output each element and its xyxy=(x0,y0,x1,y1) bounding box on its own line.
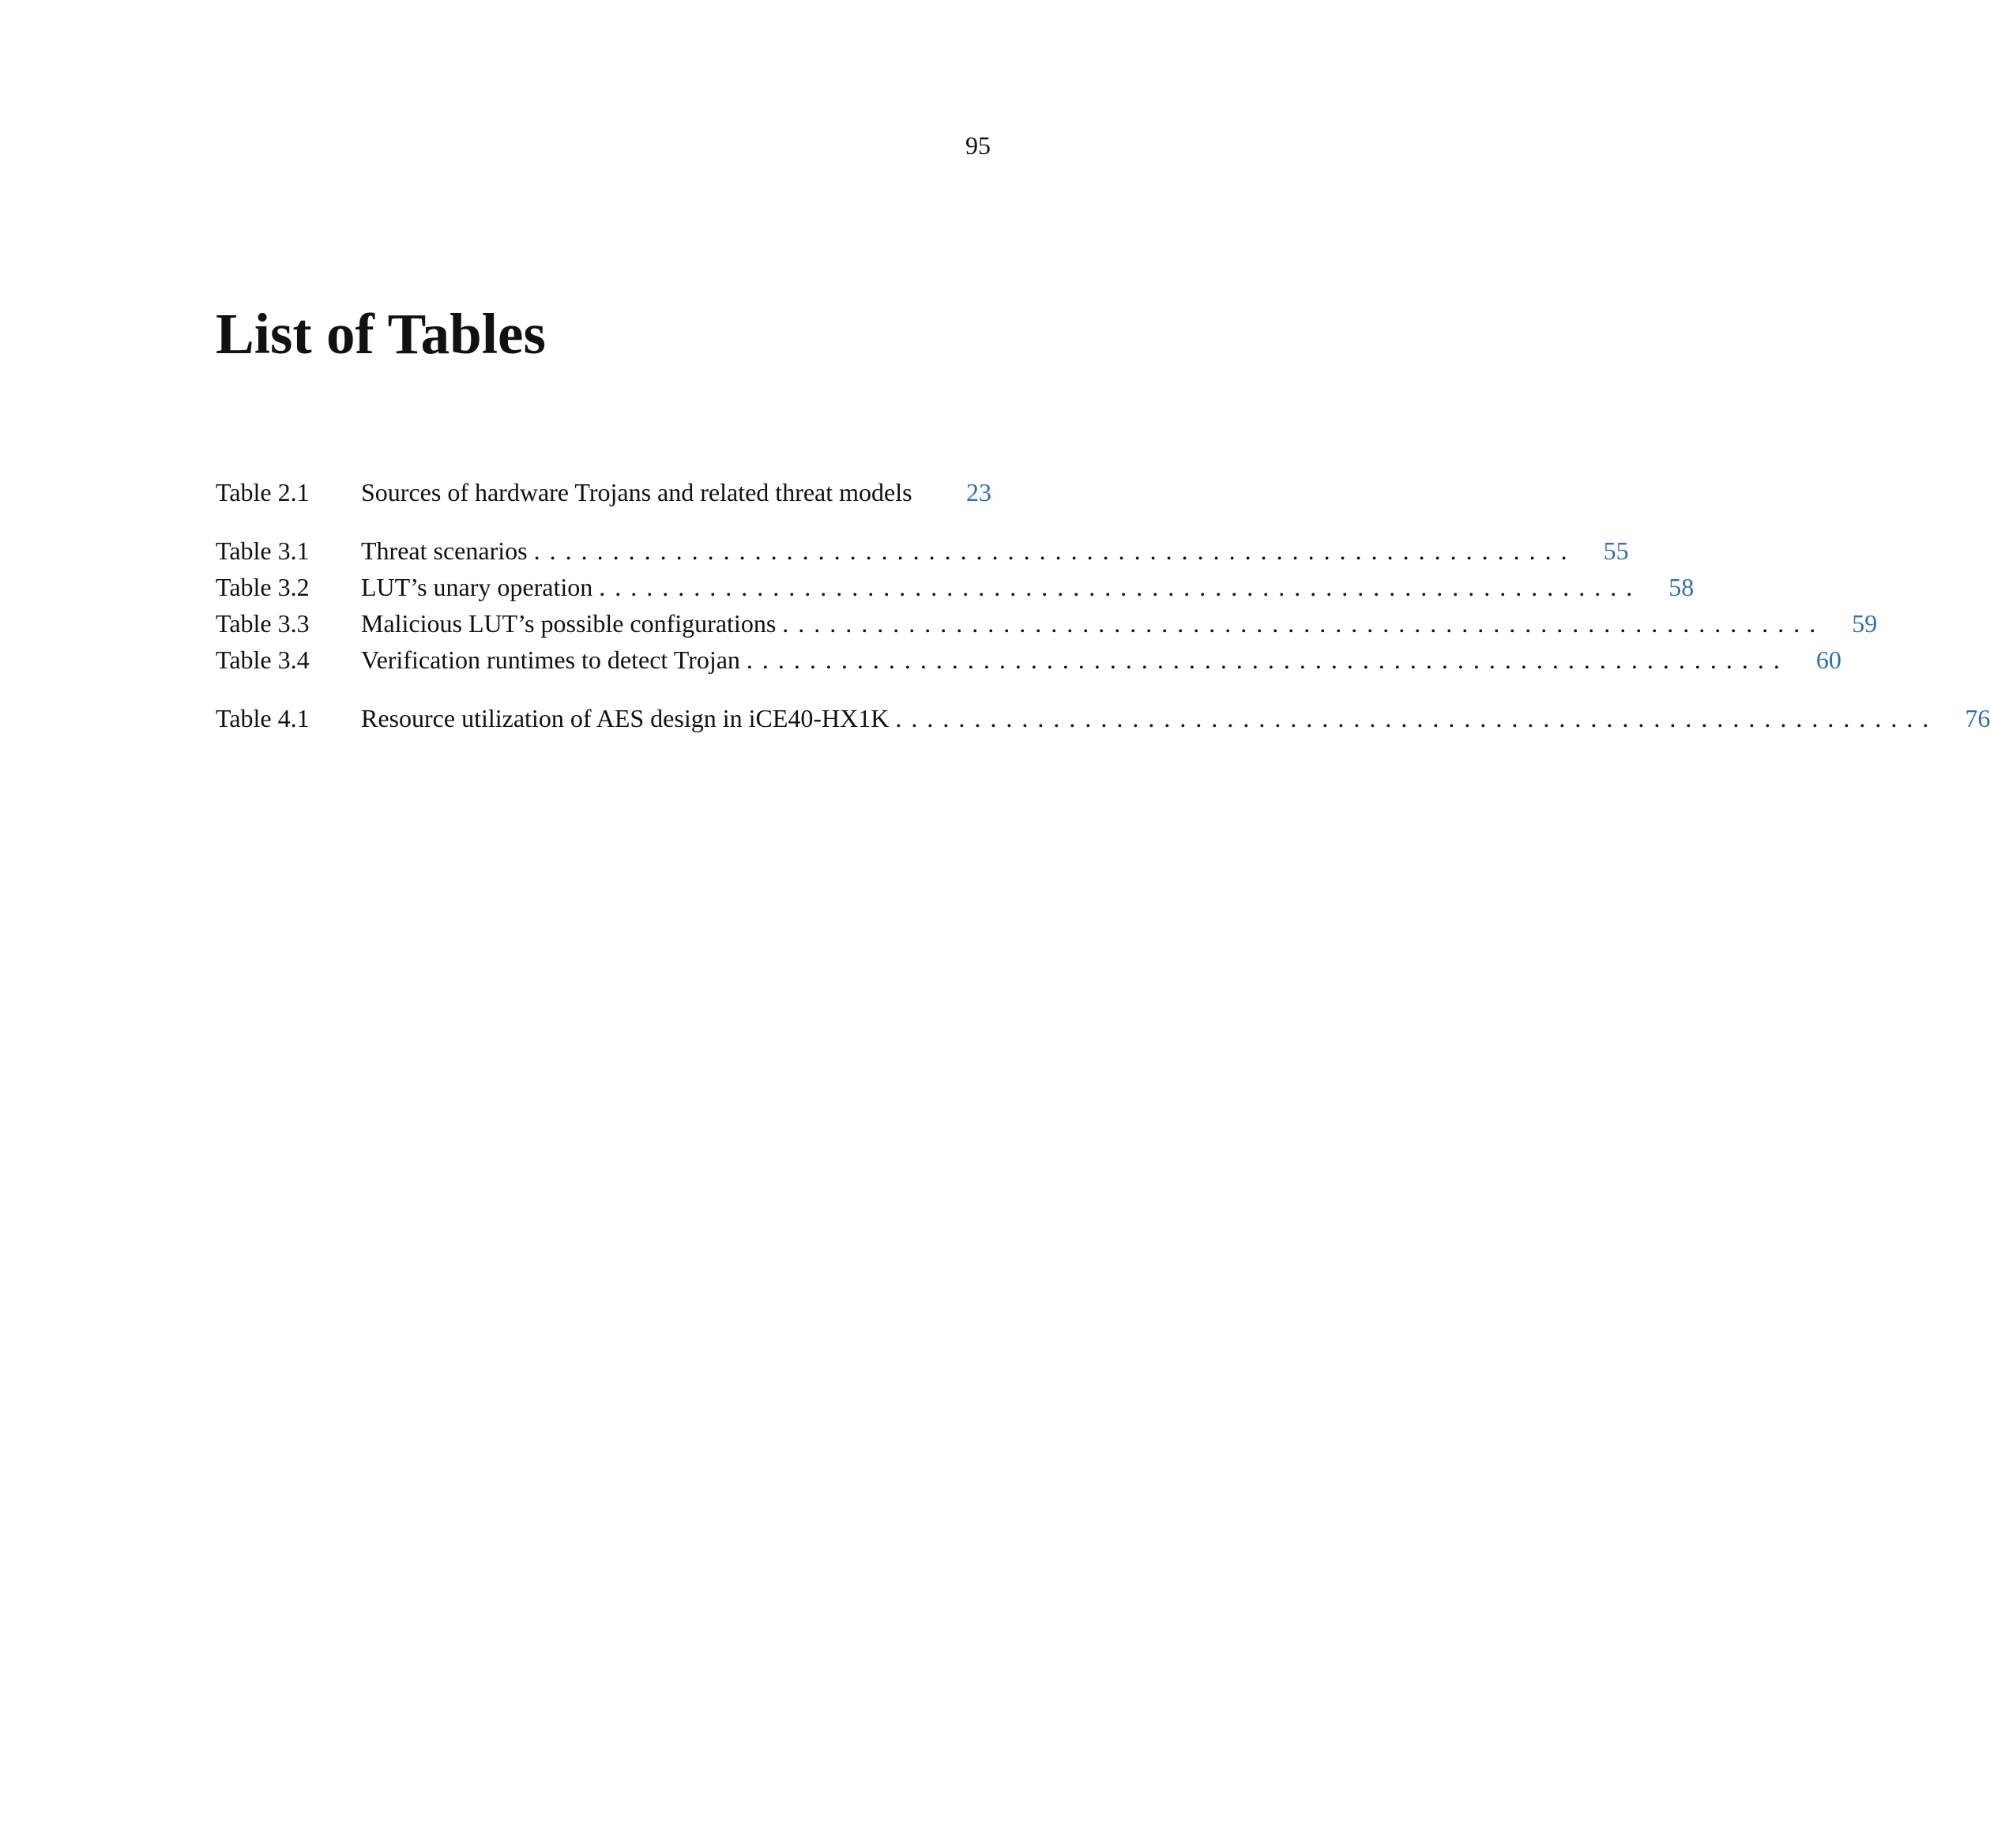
table-number: Table 3.1 xyxy=(216,536,310,565)
dot-leader: .................................................................. xyxy=(746,645,1789,674)
table-title: Malicious LUT’s possible configurations xyxy=(361,609,777,638)
dot-leader: .................................................................. xyxy=(782,609,1826,638)
table-title-wrap xyxy=(361,605,1825,642)
table-title: Threat scenarios xyxy=(361,536,528,565)
page-link[interactable]: 76 xyxy=(1965,704,1990,732)
page-title: List of Tables xyxy=(216,302,546,366)
lot-entry[interactable] xyxy=(216,569,1695,605)
table-title-wrap xyxy=(361,474,939,510)
table-number: Table 3.2 xyxy=(216,573,310,601)
lot-entry[interactable] xyxy=(216,474,991,510)
table-number: Table 3.4 xyxy=(216,645,310,674)
table-title: Verification runtimes to detect Trojan xyxy=(361,645,740,674)
page-link[interactable]: 59 xyxy=(1852,609,1878,638)
page-link[interactable]: 55 xyxy=(1603,536,1629,565)
table-number: Table 3.3 xyxy=(216,609,310,638)
dot-leader: .................................................................. xyxy=(533,536,1577,565)
lot-group-chapter-4 xyxy=(216,700,1990,736)
lot-entry[interactable] xyxy=(216,642,1841,678)
page-link[interactable]: 23 xyxy=(966,478,991,506)
table-number: Table 4.1 xyxy=(216,704,310,732)
dot-leader: .................................................................. xyxy=(599,573,1642,601)
table-title-wrap xyxy=(361,569,1642,605)
table-title-wrap xyxy=(361,700,1938,736)
table-title-wrap xyxy=(361,533,1577,569)
table-title: LUT’s unary operation xyxy=(361,573,593,601)
lot-entry[interactable] xyxy=(216,605,1878,642)
table-title: Resource utilization of AES design in iCE40-HX1K xyxy=(361,704,890,732)
page-link[interactable]: 58 xyxy=(1668,573,1695,601)
table-title-wrap xyxy=(361,642,1789,678)
lot-entry[interactable] xyxy=(216,533,1629,569)
dot-leader: .................................................................. xyxy=(895,704,1939,732)
lot-group-chapter-3 xyxy=(216,533,1878,678)
table-number: Table 2.1 xyxy=(216,478,310,506)
table-title: Sources of hardware Trojans and related threat models xyxy=(361,478,912,506)
page-number: 95 xyxy=(965,131,991,160)
lot-group-chapter-2 xyxy=(216,474,991,510)
list-of-tables xyxy=(216,474,1990,758)
lot-entry[interactable] xyxy=(216,700,1990,736)
page-link[interactable]: 60 xyxy=(1815,645,1841,674)
